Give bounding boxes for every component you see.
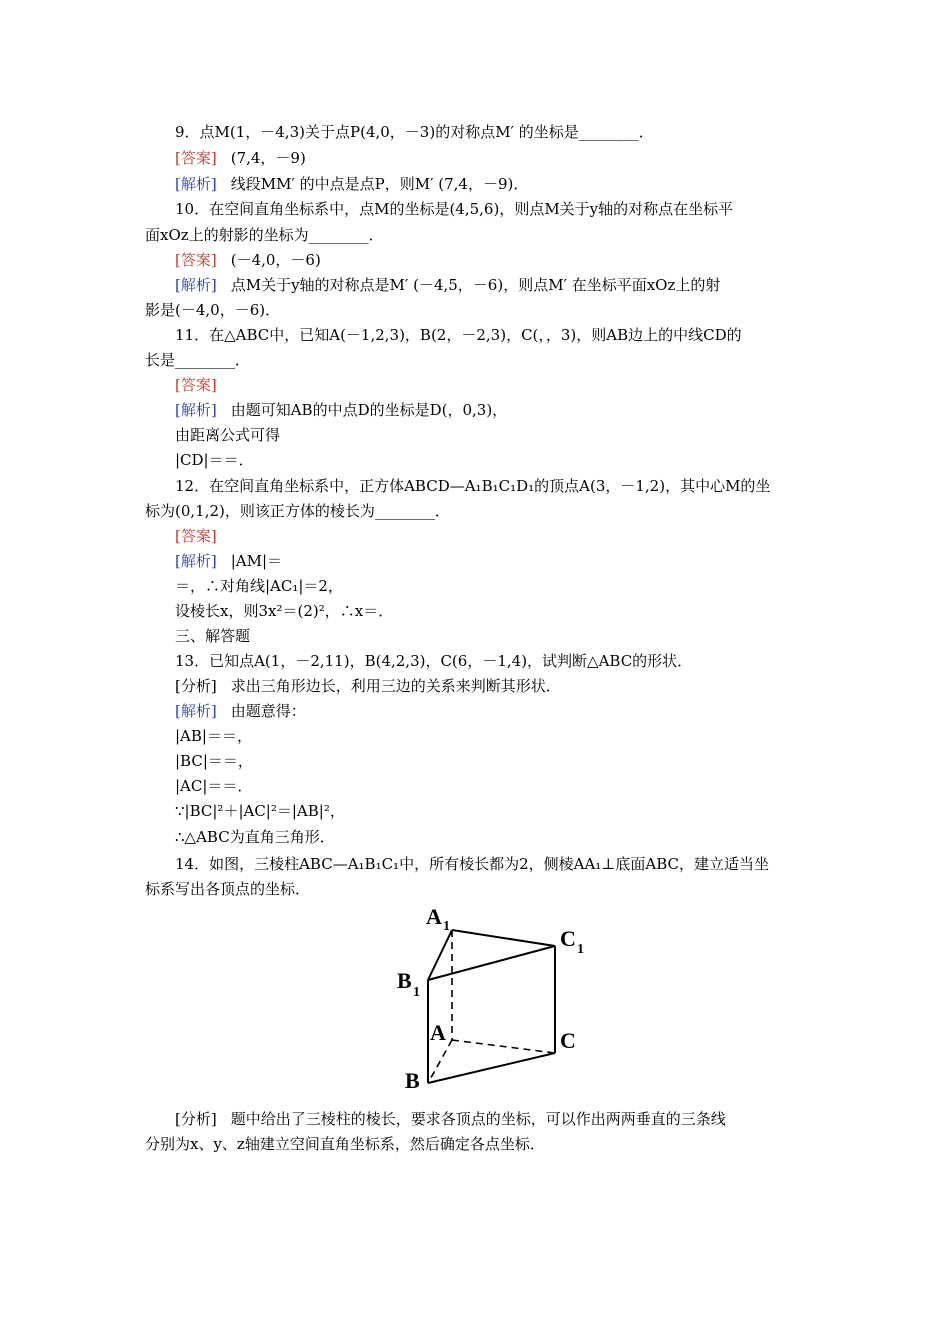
explanation-tag: [解析] [175, 552, 217, 570]
answer-10: [答案] (－4,0，－6) [175, 251, 321, 269]
explanation-10-cont: 影是(－4,0，－6)． [145, 301, 281, 319]
analysis-14-cont: 分别为x、y、z轴建立空间直角坐标系，然后确定各点坐标． [145, 1135, 545, 1153]
explanation-11: [解析] 由题可知AB的中点D的坐标是D(，0,3)， [175, 401, 508, 419]
label-a1-sub: 1 [443, 919, 450, 934]
analysis-tag: [分析] [175, 1110, 217, 1128]
explanation-13-line3: |BC|＝＝， [175, 752, 253, 770]
analysis-14: [分析] 题中给出了三棱柱的棱长，要求各顶点的坐标，可以作出两两垂直的三条线 [175, 1110, 726, 1128]
explanation-9: [解析] 线段MM′ 的中点是点P，则M′ (7,4，－9)． [175, 175, 529, 193]
answer-tag: [答案] [175, 376, 217, 394]
label-a1: A [426, 904, 442, 929]
explanation-tag: [解析] [175, 276, 217, 294]
edge-b1-c1 [428, 946, 555, 980]
edge-a1-b1 [428, 930, 452, 980]
question-11-cont: 长是________． [145, 351, 251, 369]
explanation-tag: [解析] [175, 702, 217, 720]
answer-12 [175, 526, 840, 546]
section-heading: 三、解答题 [175, 627, 251, 645]
label-c1: C [560, 926, 576, 951]
edge-b-c [428, 1053, 555, 1083]
label-a: A [430, 1020, 446, 1045]
label-b1: B [397, 968, 412, 993]
label-c1-sub: 1 [577, 942, 584, 957]
answer-tag: [答案] [175, 527, 217, 545]
answer-9: [答案] (7,4，－9) [175, 149, 306, 167]
explanation-tag: [解析] [175, 401, 217, 419]
question-14-cont: 标系写出各顶点的坐标． [145, 880, 311, 898]
question-11: 11．在△ABC中，已知A(－1,2,3)，B(2，－2,3)，C(，，3)，则AB边上的中线CD的 [175, 326, 742, 344]
explanation-13-line2: |AB|＝＝， [175, 727, 252, 745]
question-13: 13．已知点A(1，－2,11)，B(4,2,3)，C(6，－1,4)，试判断△ABC的形状． [175, 652, 693, 670]
answer-tag: [答案] [175, 149, 217, 167]
explanation-13-line4: |AC|＝＝． [175, 777, 253, 795]
explanation-12-line2: ＝，∴对角线|AC₁|＝2， [175, 577, 343, 595]
analysis-13: [分析] 求出三角形边长，利用三边的关系来判断其形状． [175, 677, 561, 695]
label-b1-sub: 1 [413, 985, 420, 1000]
question-10-cont: 面xOz上的射影的坐标为________． [145, 226, 384, 244]
question-9: 9．点M(1，－4,3)关于点P(4,0，－3)的对称点M′ 的坐标是________． [175, 123, 654, 141]
explanation-13: [解析] 由题意得： [175, 702, 306, 720]
answer-11 [175, 375, 840, 395]
explanation-13-line5: ∵|BC|²＋|AC|²＝|AB|²， [175, 802, 345, 820]
explanation-tag: [解析] [175, 175, 217, 193]
explanation-11-line3: |CD|＝＝． [175, 451, 254, 469]
answer-tag: [答案] [175, 251, 217, 269]
edge-a-b [428, 1040, 452, 1083]
question-12-cont: 标为(0,1,2)，则该正方体的棱长为________． [145, 502, 450, 520]
edge-a1-c1 [452, 930, 555, 946]
explanation-13-line6: ∴△ABC为直角三角形． [175, 828, 335, 846]
explanation-10: [解析] 点M关于y轴的对称点是M′ (－4,5，－6)，则点M′ 在坐标平面xOz上的射 [175, 276, 721, 294]
prism-figure [390, 898, 595, 1093]
explanation-12: [解析] |AM|＝ [175, 552, 283, 570]
explanation-12-line3: 设棱长x，则3x²＝(2)²，∴x＝． [175, 602, 394, 620]
question-10: 10．在空间直角坐标系中，点M的坐标是(4,5,6)，则点M关于y轴的对称点在坐标平 [175, 200, 734, 218]
question-14: 14．如图，三棱柱ABC—A₁B₁C₁中，所有棱长都为2，侧棱AA₁⊥底面ABC，建立适当坐 [175, 855, 770, 873]
analysis-tag: [分析] [175, 677, 217, 695]
edge-a-c [452, 1040, 555, 1053]
question-12: 12．在空间直角坐标系中，正方体ABCD—A₁B₁C₁D₁的顶点A(3，－1,2)，其中心M的坐 [175, 477, 771, 495]
explanation-11-line2: 由距离公式可得 [175, 426, 281, 444]
label-c: C [560, 1028, 576, 1053]
label-b: B [405, 1068, 420, 1093]
